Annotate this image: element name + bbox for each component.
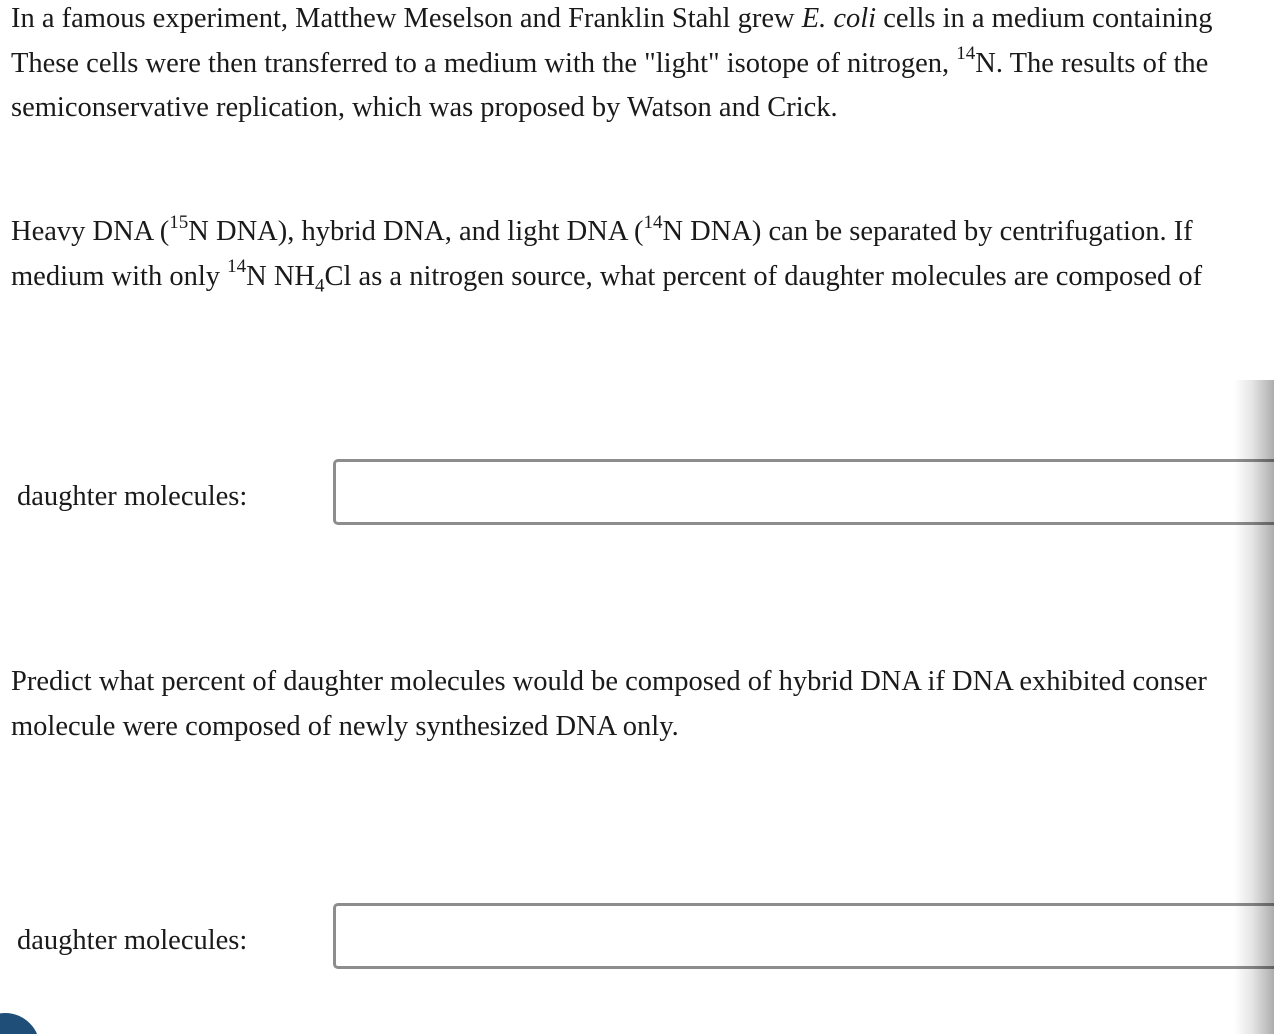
intro-line-3: semiconservative replication, which was proposed by Watson and Crick. <box>11 92 838 123</box>
isotope-mass: 14 <box>643 211 663 233</box>
answer-input-1[interactable] <box>333 459 1274 525</box>
intro-line-2: These cells were then transferred to a medium with the "light" isotope of nitrogen, $^{14}$N. The results of the <box>11 43 1209 79</box>
subscript: 4 <box>315 275 325 297</box>
part1-line-1: Heavy DNA ($^{15}$N DNA), hybrid DNA, and light DNA ($^{14}$N DNA) can be separated by centrifugation. If <box>11 211 1193 247</box>
answer-input-2[interactable] <box>333 903 1274 969</box>
question-intro <box>11 0 1274 131</box>
isotope-mass: 15 <box>169 211 189 233</box>
corner-badge <box>0 1013 40 1034</box>
isotope-mass: 14 <box>956 43 976 64</box>
intro-line-1: In a famous experiment, Matthew Meselson and Franklin Stahl grew E. coli cells in a medium containing <box>11 3 1213 34</box>
part2-line-1: Predict what percent of daughter molecules would be composed of hybrid DNA if DNA exhibited conser <box>11 666 1207 697</box>
isotope-mass: 14 <box>227 256 247 277</box>
question-part-2 <box>11 660 1274 749</box>
answer-label-1: daughter molecules: <box>17 481 248 512</box>
part2-line-2: molecule were composed of newly synthesized DNA only. <box>11 710 679 742</box>
answer-label-2: daughter molecules: <box>17 925 248 956</box>
organism-name: E. coli <box>801 3 877 34</box>
question-part-1 <box>11 210 1274 299</box>
part1-line-2: medium with only $^{14}$N $NH_4Cl$ as a nitrogen source, what percent of daughter molecules are composed of <box>11 256 1203 297</box>
